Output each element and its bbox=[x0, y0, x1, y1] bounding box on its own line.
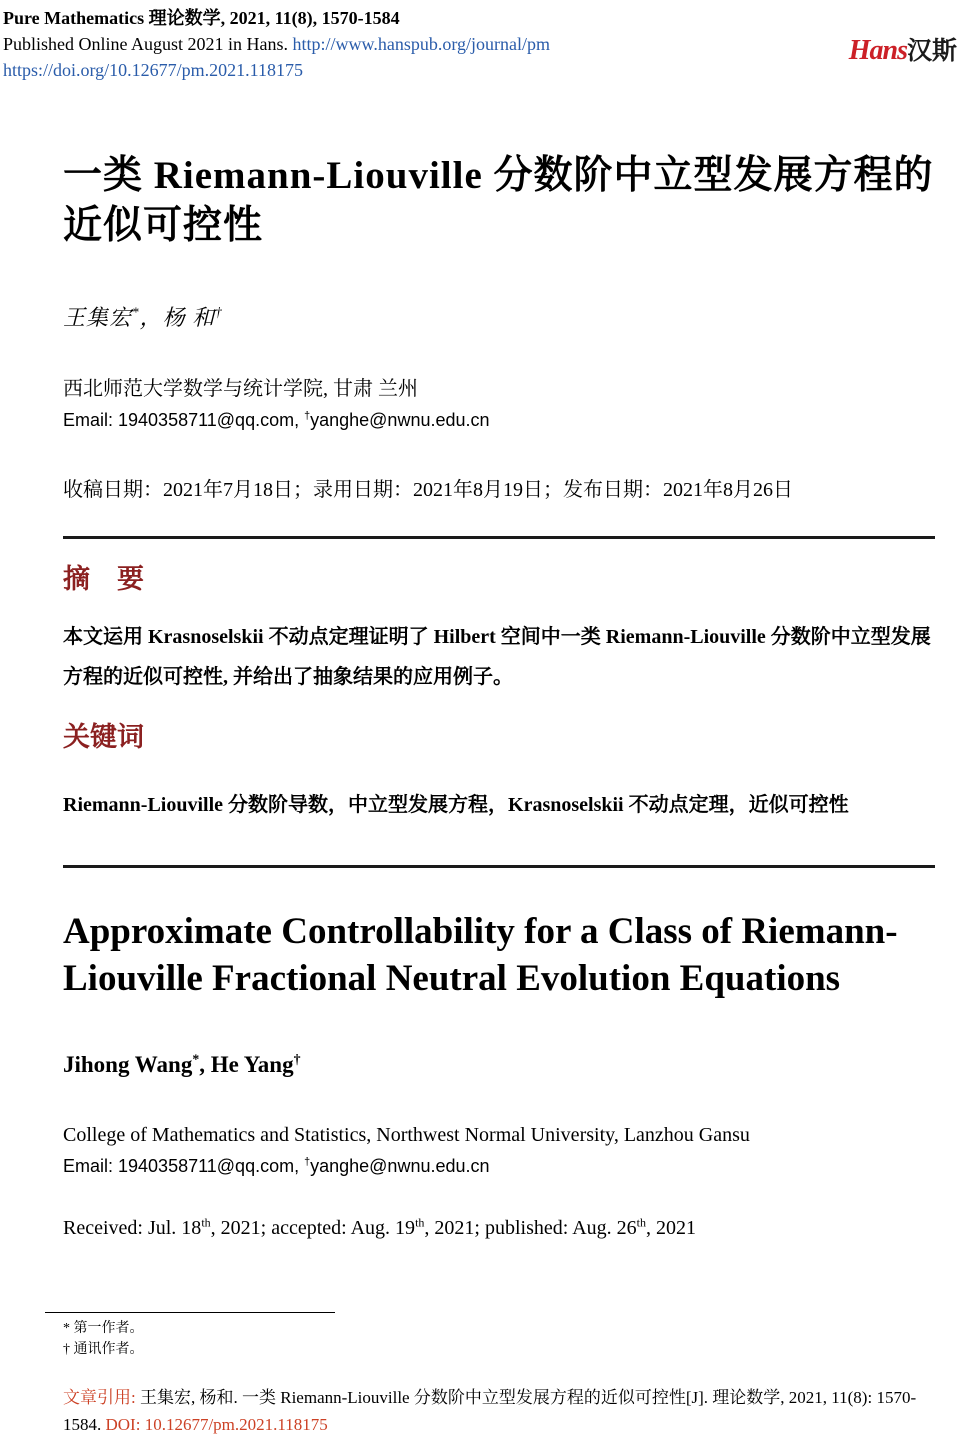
divider-rule-bottom bbox=[63, 865, 935, 868]
footnote-rule bbox=[45, 1312, 335, 1313]
english-email-line bbox=[63, 1156, 935, 1177]
published-text: Published Online August 2021 in Hans. bbox=[3, 34, 293, 54]
chinese-authors bbox=[63, 301, 935, 332]
footnotes-block bbox=[45, 1312, 335, 1360]
published-line bbox=[3, 31, 550, 57]
received-sup-1: th bbox=[201, 1215, 211, 1230]
english-authors bbox=[63, 1052, 935, 1078]
doi-line bbox=[3, 57, 550, 83]
hans-logo-chinese: 汉斯 bbox=[906, 37, 957, 65]
abstract-text: 本文运用 Krasnoselskii 不动点定理证明了 Hilbert 空间中一类 Riemann-Liouville 分数阶中立型发展方程的近似可控性, 并给出了抽象结果的应用例子。 bbox=[63, 626, 931, 688]
email-dagger-marker: † bbox=[304, 410, 311, 422]
author-asterisk-marker: * bbox=[132, 304, 140, 320]
divider-rule-top bbox=[63, 536, 935, 539]
chinese-email-line bbox=[63, 410, 935, 431]
footer-doi-link[interactable]: DOI: 10.12677/pm.2021.118175 bbox=[105, 1415, 328, 1434]
english-affiliation: College of Mathematics and Statistics, Northwest Normal University, Lanzhou Gansu bbox=[63, 1124, 750, 1146]
english-author-name-1: Jihong Wang bbox=[63, 1052, 193, 1077]
chinese-author-name-2: ，杨 和 bbox=[139, 305, 216, 330]
paper-content bbox=[0, 151, 979, 1240]
received-dates-line bbox=[63, 1217, 935, 1240]
keywords-text: Riemann-Liouville 分数阶导数，中立型发展方程，Krasnoselskii 不动点定理，近似可控性 bbox=[63, 794, 849, 816]
email-text-2: yanghe@nwnu.edu.cn bbox=[310, 410, 490, 430]
hans-logo-text: Hans bbox=[848, 35, 907, 66]
received-sup-2: th bbox=[415, 1215, 425, 1230]
footnote-first-author: * 第一作者。 bbox=[63, 1321, 144, 1336]
english-email-dagger-marker: † bbox=[304, 1156, 311, 1168]
english-author-dagger-marker: † bbox=[293, 1051, 301, 1067]
citation-label: 文章引用: bbox=[63, 1388, 140, 1407]
english-email-text-2: yanghe@nwnu.edu.cn bbox=[310, 1156, 490, 1176]
header-doi-link[interactable]: https://doi.org/10.12677/pm.2021.118175 bbox=[3, 60, 304, 80]
journal-citation-line: Pure Mathematics 理论数学, 2021, 11(8), 1570-1584 bbox=[3, 8, 400, 28]
received-text-1: Received: Jul. 18 bbox=[63, 1217, 202, 1239]
citation-footer bbox=[63, 1384, 935, 1436]
journal-url-link[interactable]: http://www.hanspub.org/journal/pm bbox=[292, 34, 550, 54]
hans-logo bbox=[849, 37, 957, 65]
chinese-author-name-1: 王集宏 bbox=[63, 305, 133, 330]
keywords-heading: 关键词 bbox=[63, 722, 144, 752]
chinese-dates-line: 收稿日期：2021年7月18日；录用日期：2021年8月19日；发布日期：2021年8月26日 bbox=[63, 479, 793, 501]
author-dagger-marker: † bbox=[215, 304, 223, 320]
footnote-corresponding-author: † 通讯作者。 bbox=[63, 1342, 144, 1357]
abstract-heading: 摘 要 bbox=[63, 564, 144, 594]
citation-text: 王集宏, 杨和. 一类 Riemann-Liouville 分数阶中立型发展方程的近似可控性[J]. 理论数学, 2021, 11(8): 1570-1584. bbox=[63, 1388, 917, 1434]
english-title: Approximate Controllability for a Class of Riemann-Liouville Fractional Neutral Evolution Equations bbox=[63, 911, 898, 999]
received-text-2: , 2021; accepted: Aug. 19 bbox=[210, 1217, 416, 1239]
received-text-4: , 2021 bbox=[645, 1217, 696, 1239]
received-sup-3: th bbox=[636, 1215, 646, 1230]
journal-header bbox=[0, 0, 979, 83]
chinese-affiliation: 西北师范大学数学与统计学院, 甘肃 兰州 bbox=[63, 378, 418, 400]
header-info bbox=[3, 5, 550, 83]
english-email-text-1: Email: 1940358711@qq.com, bbox=[63, 1156, 305, 1176]
received-text-3: , 2021; published: Aug. 26 bbox=[424, 1217, 637, 1239]
email-text-1: Email: 1940358711@qq.com, bbox=[63, 410, 305, 430]
english-author-name-2: , He Yang bbox=[199, 1052, 294, 1077]
english-author-asterisk-marker: * bbox=[192, 1051, 200, 1067]
chinese-title: 一类 Riemann-Liouville 分数阶中立型发展方程的近似可控性 bbox=[63, 154, 934, 247]
